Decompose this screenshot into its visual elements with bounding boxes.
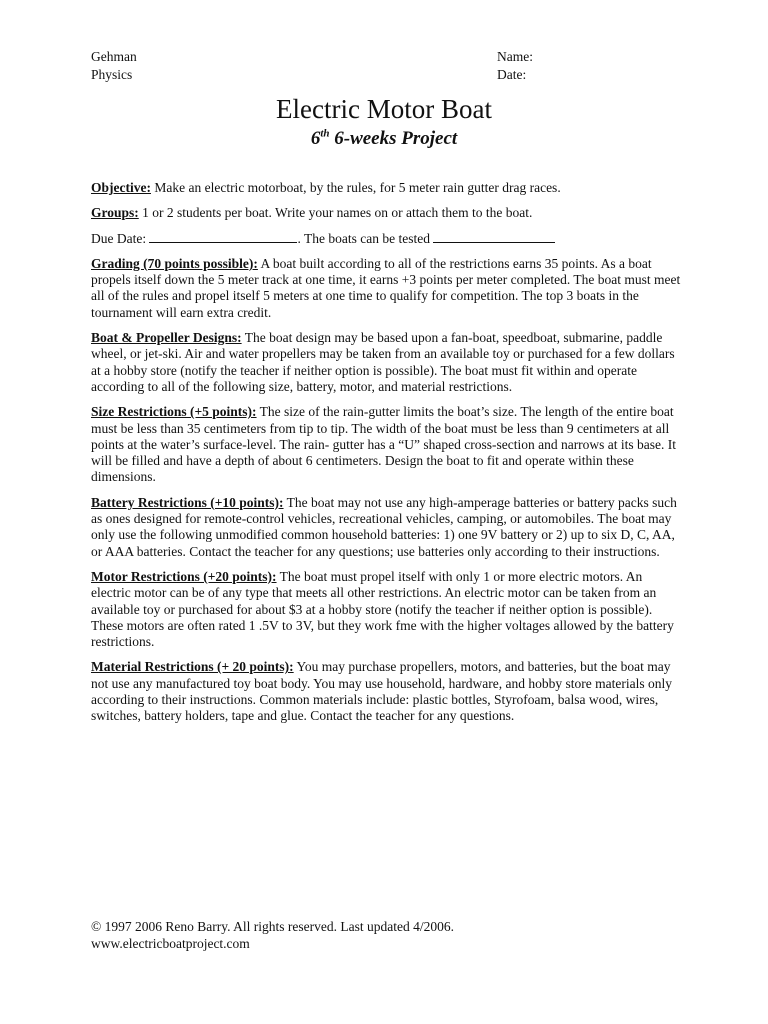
subtitle-number: 6 xyxy=(310,128,321,149)
material-text: You may purchase propellers, motors, and batteries, but the boat may not use any manufactured toy boat body. You may use household, hardware, and hobby store materials only according to their instructions. Common materials include: plastic bottles, Styrofoam, balsa wood, wires, switches, battery holders, tape and glue. Contact the teacher for any questions. xyxy=(91,659,673,724)
document-body xyxy=(91,180,681,734)
size-text: The size of the rain-gutter limits the boat’s size. The length of the entire boat must be less than 35 centimeters from tip to tip. The width of the boat must be less than 9 centimeters at all points at the water’s surface-level. The rain- gutter has a “U” shaped cross-section and narrows at its base. It will be filled and have a depth of about 6 centimeters. Design the boat to fit and operate within these dimensions. xyxy=(91,404,677,485)
groups-paragraph xyxy=(91,205,681,221)
motor-paragraph xyxy=(91,569,681,650)
test-date-blank xyxy=(433,231,555,243)
motor-text: The boat must propel itself with only 1 or more electric motors. An electric motor can be of any type that meets all other restrictions. An electric motor can be taken from an available toy or purchased for about $3 at a hobby store (notify the teacher if neither option is possible). These motors are often rated 1 .5V to 3V, but they work fme with the higher voltages allowed by the battery restrictions. xyxy=(91,568,674,650)
material-paragraph xyxy=(91,659,681,724)
due-date-mid-text: . The boats can be tested xyxy=(297,230,434,246)
size-label: Size Restrictions (+5 points): xyxy=(91,404,257,420)
battery-label: Battery Restrictions (+10 points): xyxy=(91,494,284,510)
design-text: The boat design may be based upon a fan-boat, speedboat, submarine, paddle wheel, or jet-ski. Air and water propellers may be taken from an available toy or purchased for a few dollars at a hobby store (notify the teacher if neither option is possible). The boat must fit within and operate according to all of the following size, battery, motor, and material restrictions. xyxy=(91,330,675,394)
size-paragraph xyxy=(91,404,681,485)
battery-text: The boat may not use any high-amperage batteries or battery packs such as ones designed for remote-control vehicles, recreational vehicles, camping, or automobiles. The boat may only use the following unmodified common household batteries: 1) one 9V battery or 2) up to six D, C, AA, or AAA batteries. Contact the teacher for any questions; use batteries only according to their instructions. xyxy=(91,494,677,559)
grading-label: Grading (70 points possible): xyxy=(91,255,258,271)
subtitle-text: 6-weeks Project xyxy=(329,128,458,149)
motor-label: Motor Restrictions (+20 points): xyxy=(91,568,277,584)
page-subtitle xyxy=(0,126,768,152)
grading-paragraph xyxy=(91,256,681,321)
design-label: Boat & Propeller Designs: xyxy=(91,330,242,346)
copyright-text: © 1997 2006 Reno Barry. All rights reserved. Last updated 4/2006. xyxy=(91,919,454,934)
subtitle-superscript: th xyxy=(320,127,330,140)
groups-label: Groups: xyxy=(91,205,139,221)
course-name: Physics xyxy=(91,67,133,82)
groups-text: 1 or 2 students per boat. Write your names on or attach them to the boat. xyxy=(138,205,533,221)
objective-label: Objective: xyxy=(91,180,151,195)
grading-text: A boat built according to all of the restrictions earns 35 points. As a boat propels itself down the 5 meter track at one time, it earns +3 points per meter completed. The boat must meet all of the rules and propel itself 5 meters at one time to qualify for competition. The top 3 boats in the tournament will earn extra credit. xyxy=(91,255,681,320)
objective-text: Make an electric motorboat, by the rules, for 5 meter rain gutter drag races. xyxy=(150,180,561,195)
battery-paragraph xyxy=(91,495,681,560)
teacher-name: Gehman xyxy=(91,49,137,64)
footer xyxy=(91,918,454,952)
page-title: Electric Motor Boat xyxy=(276,94,492,124)
name-label: Name: xyxy=(497,49,533,64)
due-date-paragraph xyxy=(91,231,681,247)
date-label: Date: xyxy=(497,67,527,82)
material-label: Material Restrictions (+ 20 points): xyxy=(91,659,294,675)
objective-paragraph xyxy=(91,180,681,196)
due-date-label: Due Date: xyxy=(91,230,150,246)
design-paragraph xyxy=(91,330,681,395)
website-url: www.electricboatproject.com xyxy=(91,936,250,951)
due-date-blank xyxy=(149,231,297,243)
header-left xyxy=(91,48,137,84)
header-right xyxy=(497,48,533,84)
